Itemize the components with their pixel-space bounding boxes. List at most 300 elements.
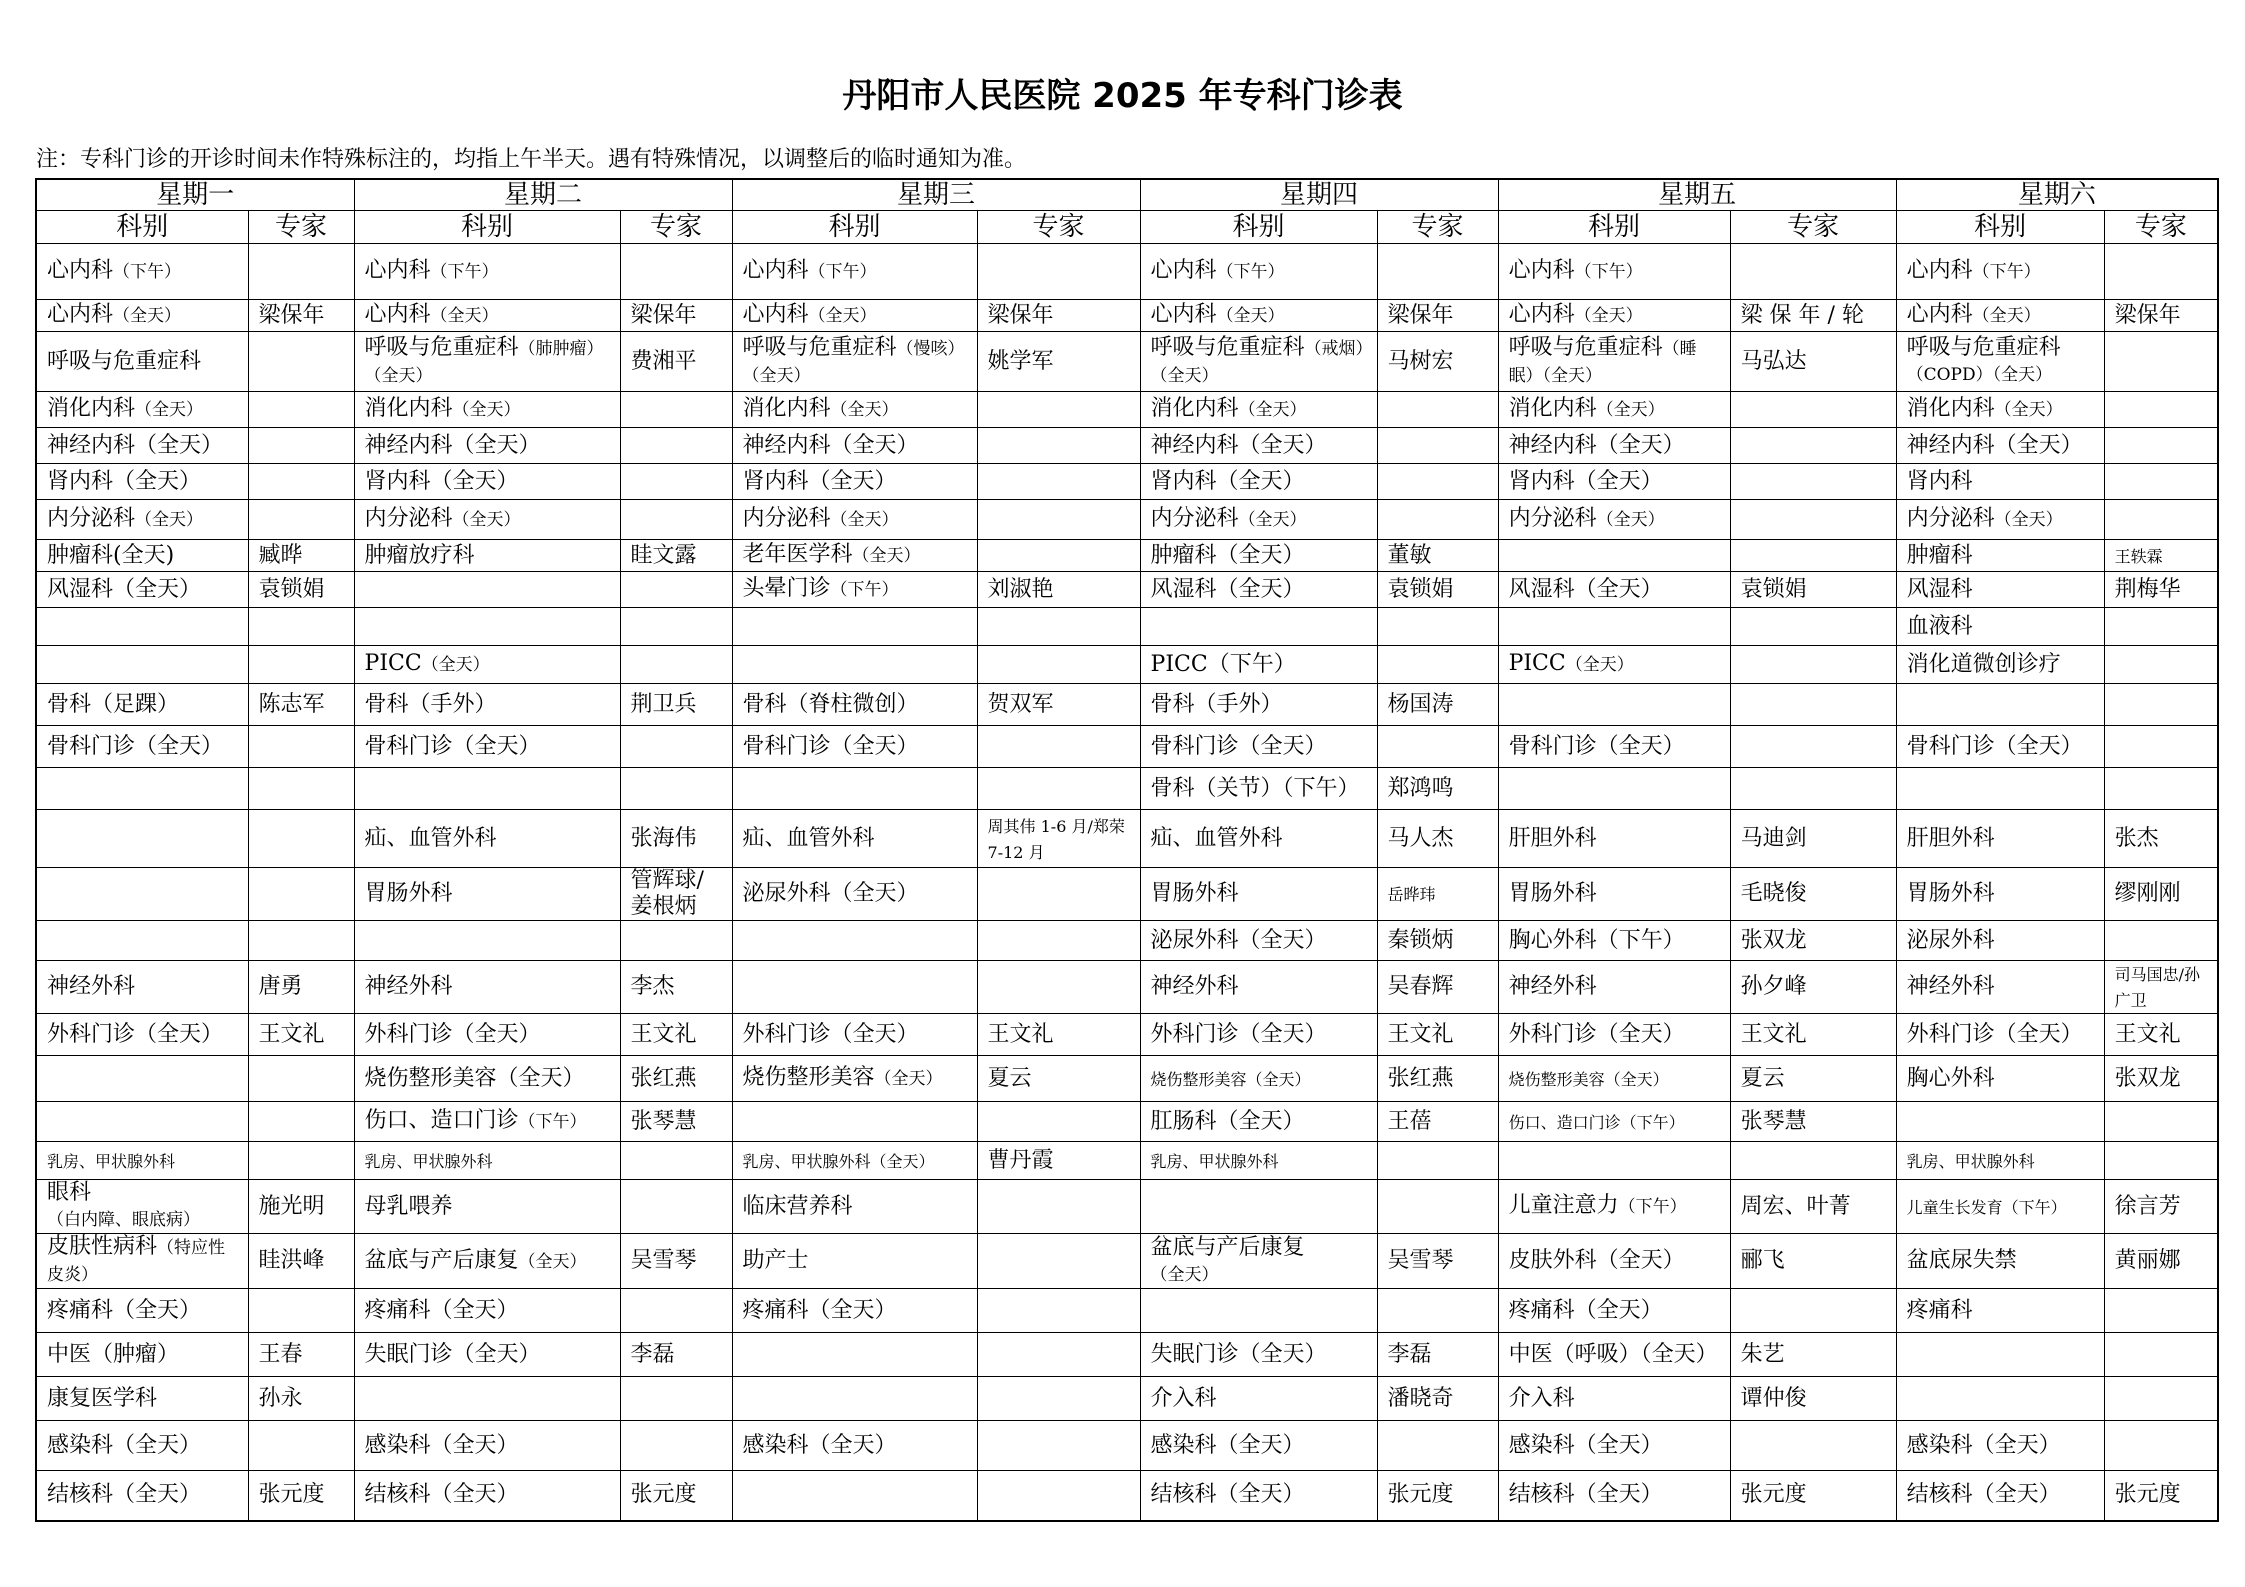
- doctor-cell: [1730, 1377, 1896, 1421]
- dept-cell: [1896, 646, 2104, 684]
- dept-cell: [732, 1180, 977, 1234]
- doctor-cell: [1377, 332, 1498, 392]
- doctor-cell: [977, 608, 1140, 646]
- cell-text: 血液科: [1906, 613, 1973, 639]
- cell-text: 神经内科（全天）: [1906, 432, 2083, 458]
- cell-text: 疝、血管外科: [364, 825, 497, 851]
- doctor-cell: [977, 921, 1140, 961]
- cell-text: 神经内科（全天）: [1508, 432, 1685, 458]
- doctor-cell: [2104, 500, 2218, 540]
- cell-text: 胸心外科: [1906, 1065, 1995, 1091]
- cell-main-text: 内分泌科: [47, 506, 136, 531]
- table-row: [36, 1333, 2218, 1377]
- dept-cell: [732, 921, 977, 961]
- cell-text: 神经内科（全天）: [47, 432, 224, 458]
- cell-text: 张杰: [2114, 825, 2159, 851]
- dept-cell: [36, 1014, 248, 1056]
- doctor-cell: [248, 428, 354, 464]
- doctor-cell: [2104, 572, 2218, 608]
- doctor-cell: [620, 428, 732, 464]
- doctor-cell: [1377, 1471, 1498, 1521]
- doctor-cell: [1377, 1142, 1498, 1180]
- doctor-cell: [977, 1142, 1140, 1180]
- doctor-cell: [248, 1014, 354, 1056]
- dept-cell: [354, 464, 620, 500]
- doctor-cell: [248, 392, 354, 428]
- doctor-cell: [620, 392, 732, 428]
- table-row: [36, 392, 2218, 428]
- doctor-cell: [2104, 1289, 2218, 1333]
- cell-text: 结核科（全天）: [1508, 1482, 1663, 1508]
- dept-cell: [1140, 1471, 1377, 1521]
- dept-cell: [36, 1056, 248, 1102]
- cell-small-text: （全天）: [1150, 1264, 1219, 1285]
- doctor-cell: [1377, 392, 1498, 428]
- dept-cell: [1140, 1289, 1377, 1333]
- cell-small-text: 岳晔玮: [1387, 885, 1436, 904]
- cell-text: 潘晓奇: [1387, 1385, 1454, 1411]
- cell-text: 肝胆外科: [1906, 825, 1995, 851]
- doctor-cell: [1730, 1056, 1896, 1102]
- doctor-column-header: 专家: [620, 211, 732, 244]
- cell-text: 郑鸿鸣: [1387, 775, 1454, 801]
- doctor-cell: [2104, 1102, 2218, 1142]
- dept-cell: [1140, 961, 1377, 1014]
- doctor-cell: [2104, 646, 2218, 684]
- doctor-cell: [620, 1333, 732, 1377]
- doctor-cell: [1377, 300, 1498, 332]
- dept-cell: [732, 1289, 977, 1333]
- cell-text: 骨科门诊（全天）: [1906, 733, 2083, 759]
- cell-text: 梁 保 年 / 轮: [1740, 302, 1864, 328]
- dept-cell: [732, 1421, 977, 1471]
- doctor-cell: [248, 961, 354, 1014]
- dept-cell: [1140, 244, 1377, 300]
- dept-cell: [1498, 428, 1730, 464]
- dept-cell: [1498, 646, 1730, 684]
- doctor-cell: [1377, 608, 1498, 646]
- doctor-cell: [977, 726, 1140, 768]
- cell-text: 梁保年: [1387, 302, 1454, 328]
- cell-main-text: 儿童注意力: [1508, 1193, 1619, 1218]
- cell-text: 刘淑艳: [987, 576, 1054, 602]
- cell-text: 马人杰: [1387, 825, 1454, 851]
- doctor-cell: [2104, 1333, 2218, 1377]
- dept-cell: [36, 608, 248, 646]
- doctor-cell: [620, 1102, 732, 1142]
- dept-cell: [1140, 608, 1377, 646]
- cell-main-text: 呼吸与危重症科: [742, 334, 897, 360]
- doctor-cell: [977, 1421, 1140, 1471]
- dept-cell: [1498, 244, 1730, 300]
- cell-small-text: （全天）: [1565, 655, 1634, 675]
- dept-cell: [354, 1056, 620, 1102]
- doctor-cell: [2104, 726, 2218, 768]
- dept-cell: [1498, 868, 1730, 921]
- dept-column-header: 科别: [732, 211, 977, 244]
- cell-main-text: 老年医学科: [742, 542, 853, 567]
- dept-cell: [354, 428, 620, 464]
- cell-text: 失眠门诊（全天）: [364, 1341, 541, 1367]
- cell-text: 骨科（手外）: [364, 691, 497, 717]
- table-row: [36, 1056, 2218, 1102]
- cell-text: 神经外科: [1906, 974, 1995, 999]
- doctor-cell: [1730, 1289, 1896, 1333]
- dept-cell: [1498, 572, 1730, 608]
- doctor-cell: [248, 332, 354, 392]
- cell-main-text: 呼吸与危重症科: [1150, 334, 1305, 360]
- cell-text: 失眠门诊（全天）: [1150, 1341, 1327, 1367]
- cell-text: 疼痛科（全天）: [742, 1297, 897, 1323]
- cell-main-text: 消化内科: [47, 396, 136, 421]
- cell-text: 梁保年: [987, 302, 1054, 328]
- doctor-cell: [977, 1102, 1140, 1142]
- dept-cell: [732, 768, 977, 810]
- doctor-cell: [977, 464, 1140, 500]
- doctor-cell: [1377, 1014, 1498, 1056]
- cell-small-text: 乳房、甲状腺外科: [364, 1151, 493, 1171]
- cell-text: 姚学军: [987, 348, 1054, 374]
- doctor-cell: [1377, 921, 1498, 961]
- cell-small-text: （下午）: [1574, 262, 1643, 282]
- cell-text: 周宏、叶菁: [1740, 1193, 1851, 1219]
- cell-text: 结核科（全天）: [364, 1482, 519, 1508]
- cell-main-text: 心内科: [47, 258, 114, 283]
- table-row: [36, 300, 2218, 332]
- table-row: [36, 1014, 2218, 1056]
- cell-main-text: 内分泌科: [1508, 506, 1597, 531]
- dept-cell: [36, 572, 248, 608]
- doctor-cell: [248, 540, 354, 572]
- cell-small-text: 周其伟 1-6 月/郑荣 7-12 月: [987, 816, 1125, 862]
- dept-cell: [354, 868, 620, 921]
- dept-cell: [732, 500, 977, 540]
- cell-text: 感染科（全天）: [1150, 1432, 1305, 1458]
- doctor-column-header: 专家: [1730, 211, 1896, 244]
- cell-small-text: （肺肿瘤）（全天）: [364, 338, 604, 386]
- doctor-cell: [1730, 726, 1896, 768]
- dept-cell: [1498, 332, 1730, 392]
- dept-cell: [36, 1333, 248, 1377]
- dept-cell: [1498, 608, 1730, 646]
- cell-main-text: 消化内科: [364, 396, 453, 421]
- cell-text: 眭文露: [630, 542, 697, 568]
- dept-cell: [1140, 1014, 1377, 1056]
- dept-cell: [1498, 540, 1730, 572]
- dept-cell: [732, 540, 977, 572]
- doctor-cell: [248, 244, 354, 300]
- cell-small-text: 烧伤整形美容（全天）: [1508, 1069, 1669, 1089]
- doctor-cell: [2104, 1234, 2218, 1289]
- dept-cell: [1140, 868, 1377, 921]
- doctor-cell: [620, 464, 732, 500]
- cell-text: 肿瘤放疗科: [364, 542, 475, 568]
- cell-main-text: 消化内科: [1906, 396, 1995, 421]
- cell-text: 风湿科（全天）: [47, 576, 202, 602]
- cell-text: 结核科（全天）: [1150, 1482, 1305, 1508]
- dept-column-header: 科别: [1140, 211, 1377, 244]
- dept-cell: [1896, 1289, 2104, 1333]
- clinic-schedule-table: [35, 178, 2219, 1522]
- cell-text: 结核科（全天）: [47, 1482, 202, 1508]
- cell-main-text: 心内科: [47, 302, 114, 327]
- doctor-cell: [977, 1234, 1140, 1289]
- cell-small-text: 乳房、甲状腺外科: [1150, 1151, 1279, 1171]
- dept-cell: [354, 768, 620, 810]
- doctor-cell: [2104, 961, 2218, 1014]
- table-row: [36, 1377, 2218, 1421]
- dept-cell: [354, 500, 620, 540]
- doctor-cell: [977, 868, 1140, 921]
- doctor-cell: [248, 464, 354, 500]
- cell-text: 王文礼: [258, 1021, 325, 1047]
- doctor-cell: [977, 500, 1140, 540]
- cell-text: 骨科门诊（全天）: [742, 733, 919, 759]
- cell-text: 母乳喂养: [364, 1193, 453, 1219]
- cell-small-text: （全天）: [808, 306, 877, 326]
- cell-text: 肾内科（全天）: [364, 468, 519, 494]
- doctor-cell: [977, 684, 1140, 726]
- table-row: [36, 540, 2218, 572]
- doctor-cell: [248, 921, 354, 961]
- doctor-cell: [1377, 868, 1498, 921]
- doctor-cell: [977, 1056, 1140, 1102]
- doctor-cell: [977, 646, 1140, 684]
- dept-cell: [1896, 244, 2104, 300]
- doctor-cell: [620, 572, 732, 608]
- doctor-cell: [2104, 608, 2218, 646]
- doctor-cell: [1730, 1234, 1896, 1289]
- dept-column-header: 科别: [1896, 211, 2104, 244]
- doctor-cell: [2104, 428, 2218, 464]
- day-header: 星期六: [1896, 179, 2218, 211]
- doctor-cell: [620, 921, 732, 961]
- cell-text: 王文礼: [1740, 1021, 1807, 1047]
- cell-small-text: （COPD）（全天）: [1906, 365, 2053, 385]
- dept-cell: [732, 572, 977, 608]
- dept-cell: [732, 1142, 977, 1180]
- dept-cell: [1140, 540, 1377, 572]
- cell-text: 谭仲俊: [1740, 1385, 1807, 1411]
- doctor-cell: [620, 1142, 732, 1180]
- cell-main-text: 心内科: [1150, 258, 1217, 283]
- cell-text: 肿瘤科（全天）: [1150, 542, 1305, 568]
- cell-text: 骨科门诊（全天）: [47, 733, 224, 759]
- cell-small-text: 王轶霖: [2114, 546, 2163, 566]
- cell-text: 缪刚刚: [2114, 881, 2181, 906]
- dept-cell: [354, 540, 620, 572]
- cell-text: 神经外科: [47, 974, 136, 999]
- dept-cell: [732, 1014, 977, 1056]
- table-row: [36, 1180, 2218, 1234]
- doctor-cell: [977, 244, 1140, 300]
- dept-cell: [732, 608, 977, 646]
- dept-cell: [1498, 726, 1730, 768]
- dept-cell: [1140, 1142, 1377, 1180]
- table-row: [36, 684, 2218, 726]
- dept-cell: [732, 1102, 977, 1142]
- cell-small-text: （全天）: [1574, 306, 1643, 326]
- table-row: [36, 428, 2218, 464]
- doctor-cell: [2104, 1471, 2218, 1521]
- doctor-cell: [2104, 1056, 2218, 1102]
- table-row: [36, 768, 2218, 810]
- cell-text: 梁保年: [2114, 302, 2181, 328]
- cell-text: 张元度: [1740, 1482, 1807, 1508]
- dept-cell: [1896, 608, 2104, 646]
- dept-cell: [1140, 300, 1377, 332]
- cell-text: 马迪剑: [1740, 825, 1807, 851]
- dept-cell: [36, 1102, 248, 1142]
- cell-text: 肾内科: [1906, 468, 1973, 494]
- cell-small-text: （白内障、眼底病）: [47, 1210, 200, 1230]
- dept-cell: [1140, 392, 1377, 428]
- cell-text: 风湿科: [1906, 576, 1973, 602]
- dept-cell: [1896, 1471, 2104, 1521]
- cell-text: 王春: [258, 1341, 303, 1367]
- cell-small-text: （下午）: [830, 580, 899, 600]
- doctor-cell: [1377, 1333, 1498, 1377]
- doctor-cell: [620, 1014, 732, 1056]
- doctor-cell: [620, 1234, 732, 1289]
- dept-cell: [36, 726, 248, 768]
- dept-cell: [354, 961, 620, 1014]
- dept-cell: [1498, 1289, 1730, 1333]
- doctor-cell: [620, 1056, 732, 1102]
- cell-main-text: 心内科: [364, 258, 431, 283]
- doctor-cell: [248, 1333, 354, 1377]
- cell-text: 风湿科（全天）: [1150, 576, 1305, 602]
- dept-cell: [36, 332, 248, 392]
- cell-text: 朱艺: [1740, 1341, 1785, 1367]
- dept-cell: [1896, 300, 2104, 332]
- cell-small-text: （睡眠）（全天）: [1508, 338, 1697, 386]
- doctor-cell: [620, 244, 732, 300]
- cell-small-text: （下午）: [1618, 1197, 1687, 1217]
- cell-text: 胃肠外科: [1150, 881, 1239, 906]
- dept-cell: [36, 1421, 248, 1471]
- day-header: 星期三: [732, 179, 1140, 211]
- table-row: [36, 608, 2218, 646]
- cell-text: 肝胆外科: [1508, 825, 1597, 851]
- doctor-cell: [1730, 768, 1896, 810]
- doctor-cell: [1377, 646, 1498, 684]
- cell-text: 骨科门诊（全天）: [1508, 733, 1685, 759]
- dept-cell: [1896, 428, 2104, 464]
- cell-text: 唐勇: [258, 974, 303, 999]
- doctor-cell: [620, 961, 732, 1014]
- doctor-cell: [2104, 300, 2218, 332]
- cell-text: 介入科: [1150, 1385, 1217, 1411]
- cell-text: 袁锁娟: [258, 576, 325, 602]
- dept-cell: [354, 684, 620, 726]
- dept-cell: [354, 1471, 620, 1521]
- cell-text: 孙永: [258, 1385, 303, 1411]
- cell-text: 张红燕: [1387, 1065, 1454, 1091]
- dept-cell: [354, 1014, 620, 1056]
- dept-cell: [1498, 1471, 1730, 1521]
- doctor-cell: [248, 1056, 354, 1102]
- doctor-cell: [248, 608, 354, 646]
- doctor-cell: [2104, 244, 2218, 300]
- cell-main-text: 内分泌科: [742, 506, 831, 531]
- dept-cell: [36, 1234, 248, 1289]
- cell-text: 外科门诊（全天）: [1150, 1021, 1327, 1047]
- dept-cell: [36, 810, 248, 868]
- dept-cell: [36, 244, 248, 300]
- doctor-cell: [977, 300, 1140, 332]
- day-header: 星期二: [354, 179, 732, 211]
- dept-cell: [1896, 1377, 2104, 1421]
- cell-text: 张元度: [258, 1482, 325, 1508]
- cell-small-text: （全天）: [1238, 510, 1307, 530]
- cell-main-text: 皮肤性病科: [47, 1234, 158, 1259]
- doctor-column-header: 专家: [2104, 211, 2218, 244]
- cell-text: 盆底尿失禁: [1906, 1248, 2017, 1273]
- cell-small-text: （下午）: [113, 262, 182, 282]
- cell-main-text: 心内科: [742, 302, 809, 327]
- doctor-cell: [1730, 332, 1896, 392]
- doctor-cell: [248, 1377, 354, 1421]
- doctor-cell: [2104, 684, 2218, 726]
- cell-text: 梁保年: [630, 302, 697, 328]
- cell-small-text: 乳房、甲状腺外科: [1906, 1151, 2035, 1171]
- dept-cell: [732, 244, 977, 300]
- cell-text: 外科门诊（全天）: [47, 1021, 224, 1047]
- dept-cell: [36, 1377, 248, 1421]
- cell-text: 外科门诊（全天）: [742, 1021, 919, 1047]
- dept-cell: [732, 961, 977, 1014]
- dept-cell: [36, 500, 248, 540]
- table-row: [36, 1102, 2218, 1142]
- dept-cell: [36, 684, 248, 726]
- cell-text: 感染科（全天）: [364, 1432, 519, 1458]
- dept-cell: [1140, 1333, 1377, 1377]
- cell-text: 感染科（全天）: [47, 1432, 202, 1458]
- doctor-cell: [248, 684, 354, 726]
- dept-cell: [1896, 810, 2104, 868]
- doctor-cell: [1730, 392, 1896, 428]
- doctor-cell: [977, 1333, 1140, 1377]
- doctor-cell: [2104, 810, 2218, 868]
- cell-text: 孙夕峰: [1740, 974, 1807, 999]
- cell-text: 贺双军: [987, 691, 1054, 717]
- doctor-cell: [2104, 332, 2218, 392]
- cell-text: 吴春辉: [1387, 974, 1454, 999]
- cell-text: 疼痛科（全天）: [364, 1297, 519, 1323]
- doctor-cell: [1377, 1289, 1498, 1333]
- cell-text: 胃肠外科: [1508, 881, 1597, 906]
- dept-cell: [1498, 1377, 1730, 1421]
- doctor-cell: [1377, 464, 1498, 500]
- dept-cell: [1896, 540, 2104, 572]
- day-header-row: [36, 179, 2218, 211]
- doctor-cell: [620, 810, 732, 868]
- cell-small-text: （下午）: [1216, 262, 1285, 282]
- dept-cell: [36, 1471, 248, 1521]
- doctor-cell: [2104, 540, 2218, 572]
- dept-cell: [1140, 810, 1377, 868]
- dept-cell: [354, 921, 620, 961]
- dept-cell: [354, 1180, 620, 1234]
- doctor-cell: [620, 1377, 732, 1421]
- doctor-cell: [2104, 1377, 2218, 1421]
- dept-cell: [1140, 500, 1377, 540]
- doctor-cell: [248, 1421, 354, 1471]
- dept-cell: [36, 768, 248, 810]
- doctor-cell: [248, 646, 354, 684]
- cell-text: 神经内科（全天）: [1150, 432, 1327, 458]
